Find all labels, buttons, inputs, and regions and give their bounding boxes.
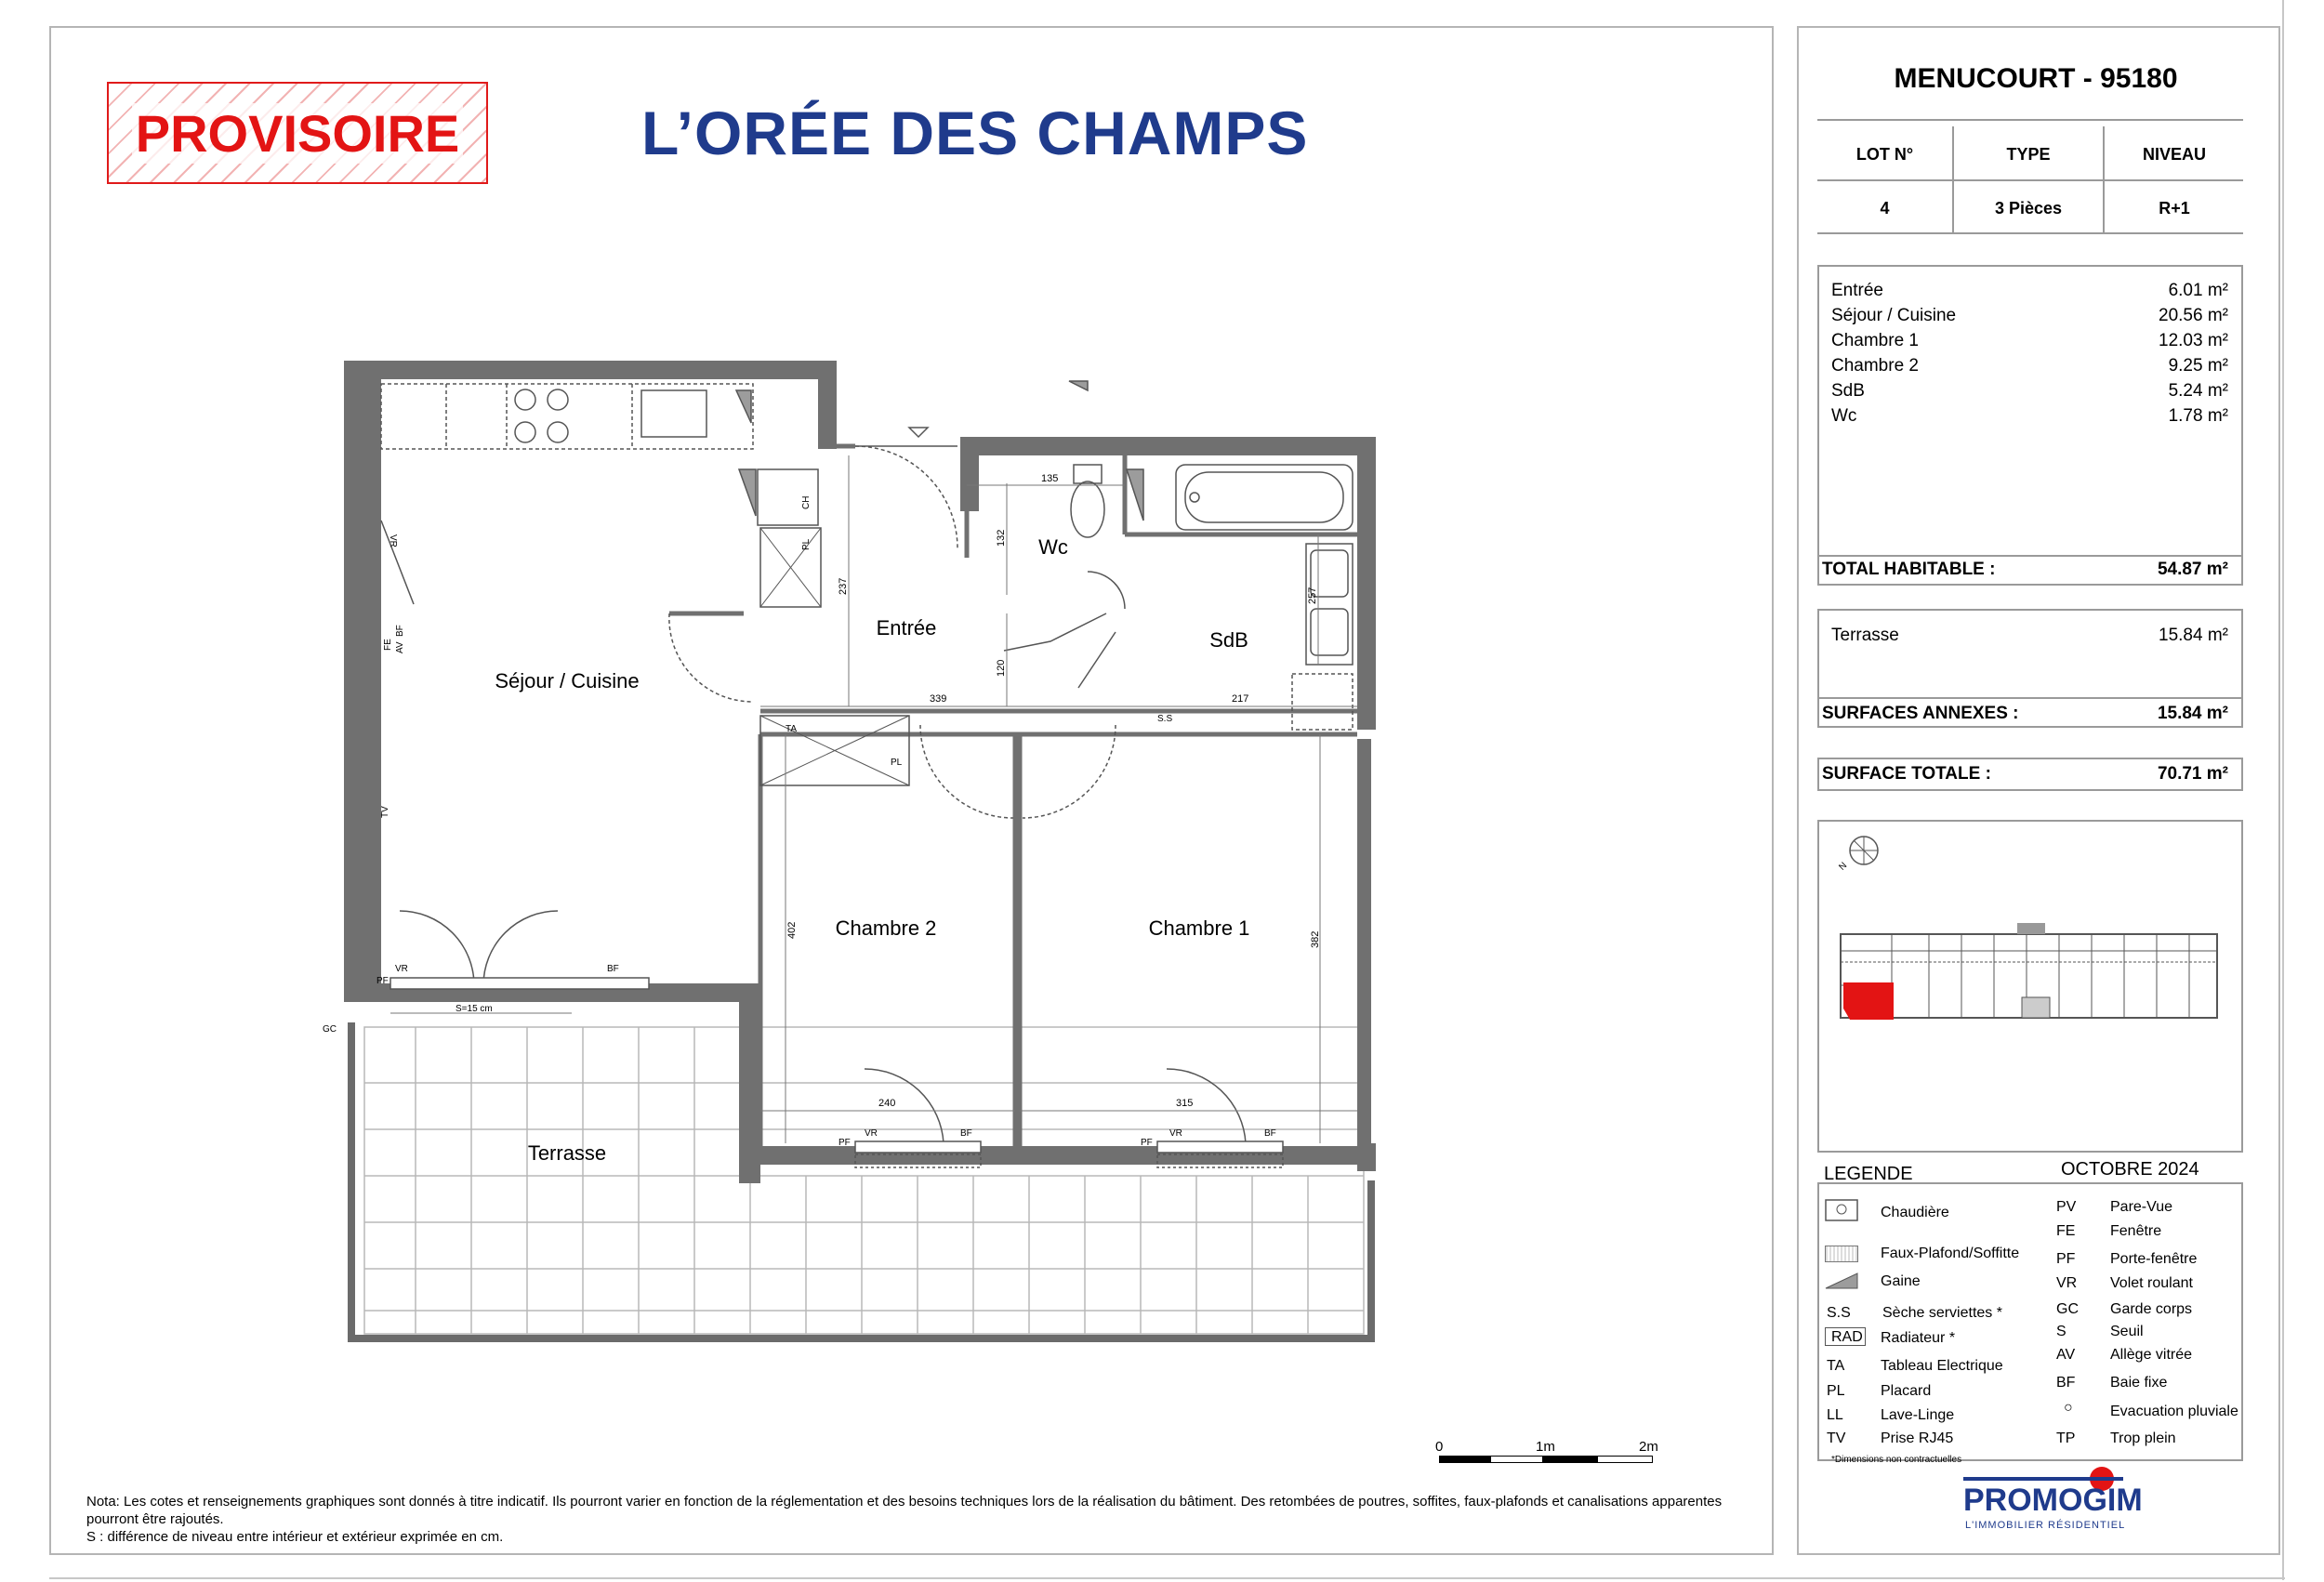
legend-baie-fixe: Baie fixe bbox=[2110, 1375, 2168, 1391]
surface-label-wc: Wc bbox=[1831, 406, 1857, 426]
legend-code-ss: S.S bbox=[1827, 1305, 1851, 1321]
dim-315: 315 bbox=[1176, 1098, 1194, 1109]
legend-title: LEGENDE bbox=[1824, 1164, 1913, 1184]
walls bbox=[344, 361, 1376, 1183]
legend-porte-fenetre: Porte-fenêtre bbox=[2110, 1251, 2198, 1267]
scale-label-0: 0 bbox=[1435, 1439, 1444, 1455]
header-type: TYPE bbox=[2006, 145, 2051, 164]
legend-gaine: Gaine bbox=[1881, 1273, 1921, 1289]
table-separator bbox=[1817, 179, 2243, 181]
project-title: L’ORÉE DES CHAMPS bbox=[641, 99, 1309, 167]
nota-text: Nota: Les cotes et renseignements graphiques sont donnés à titre indicatif. Ils pourront varier en fonction de la réglementation et des besoins techniques lors de la réalisation du bâtiment. Des retombées de poutres, soffites, faux-plafonds et canalisations apparentes pourront être rajoutés. S : différence de niveau entre intérieur et extérieur exprimée en cm. bbox=[86, 1494, 1723, 1545]
surface-value-chambre2: 9.25 m² bbox=[2168, 356, 2228, 376]
table-bottom bbox=[1817, 232, 2243, 234]
surface-value-entree: 6.01 m² bbox=[2168, 281, 2228, 300]
mark-bf-ch2: BF bbox=[960, 1128, 972, 1139]
legend-code-pv: PV bbox=[2056, 1199, 2077, 1215]
legend-fenetre: Fenêtre bbox=[2110, 1223, 2162, 1239]
room-label-chambre2: Chambre 2 bbox=[835, 916, 937, 940]
legend-seche-serviettes: Sèche serviettes * bbox=[1882, 1305, 2002, 1321]
mark-pl-ch2: PL bbox=[891, 758, 903, 768]
evacuation-pluviale-icon: ○ bbox=[2064, 1400, 2073, 1416]
mark-vr-ch2: VR bbox=[865, 1128, 878, 1139]
legend-evacuation-pluviale: Evacuation pluviale bbox=[2110, 1404, 2238, 1419]
dim-257: 257 bbox=[1307, 587, 1318, 604]
dim-132: 132 bbox=[996, 529, 1007, 547]
hob bbox=[515, 389, 706, 442]
dim-402: 402 bbox=[786, 921, 798, 939]
compass-icon bbox=[1836, 832, 1882, 874]
stamp-text: PROVISOIRE bbox=[132, 103, 464, 164]
logo-name: PROMOGIM bbox=[1963, 1483, 2143, 1518]
legend-date: OCTOBRE 2024 bbox=[2061, 1159, 2199, 1180]
legend-code-gc: GC bbox=[2056, 1301, 2079, 1317]
room-label-terrasse: Terrasse bbox=[527, 1141, 607, 1165]
dim-135: 135 bbox=[1041, 473, 1059, 484]
mark-bf-fe: BF bbox=[395, 625, 405, 637]
annexes-separator bbox=[1817, 697, 2243, 699]
surface-value-sejour: 20.56 m² bbox=[2159, 306, 2228, 325]
surfaces-annexes-label: SURFACES ANNEXES : bbox=[1822, 704, 2019, 723]
mark-pf-ch2: PF bbox=[838, 1138, 851, 1148]
mark-pl: PL bbox=[801, 538, 812, 550]
legend-trop-plein: Trop plein bbox=[2110, 1430, 2176, 1446]
legend-allege-vitree: Allège vitrée bbox=[2110, 1347, 2193, 1363]
total-habitable-label: TOTAL HABITABLE : bbox=[1822, 560, 1996, 579]
wc-fixture bbox=[1071, 465, 1125, 609]
vanity bbox=[1292, 544, 1353, 730]
dim-382: 382 bbox=[1310, 930, 1321, 948]
surfaces-annexes-value: 15.84 m² bbox=[2157, 704, 2228, 723]
surface-label-chambre1: Chambre 1 bbox=[1831, 331, 1919, 350]
mark-gc: GC bbox=[323, 1024, 337, 1035]
header-niveau: NIVEAU bbox=[2142, 145, 2206, 164]
mark-av: AV bbox=[395, 641, 405, 653]
promogim-logo bbox=[1961, 1464, 2143, 1538]
gaine-icon bbox=[1825, 1272, 1858, 1289]
chaudiere-icon bbox=[1825, 1199, 1858, 1221]
surface-totale-label: SURFACE TOTALE : bbox=[1822, 764, 1991, 784]
legend-prise-rj45: Prise RJ45 bbox=[1881, 1430, 1954, 1446]
kitchen-counter bbox=[381, 384, 753, 449]
building-key-plan bbox=[1836, 916, 2226, 1036]
legend-tableau: Tableau Electrique bbox=[1881, 1358, 2003, 1374]
legend-radiateur: Radiateur * bbox=[1881, 1330, 1956, 1346]
legend-code-pf: PF bbox=[2056, 1251, 2076, 1267]
dim-240: 240 bbox=[878, 1098, 896, 1109]
value-lot: 4 bbox=[1880, 199, 1890, 218]
lot-highlight bbox=[1843, 982, 1894, 1020]
room-label-sdb: SdB bbox=[1209, 628, 1248, 652]
legend-code-bf: BF bbox=[2056, 1375, 2076, 1391]
header-lot: LOT N° bbox=[1855, 145, 1914, 164]
legend-code-rad: RAD bbox=[1831, 1329, 1863, 1345]
value-niveau: R+1 bbox=[2159, 199, 2190, 218]
legend-seuil: Seuil bbox=[2110, 1324, 2144, 1339]
total-habitable-separator bbox=[1817, 555, 2243, 557]
terrace-grid bbox=[364, 1027, 1364, 1334]
mark-fe: FE bbox=[383, 639, 393, 651]
scale-label-2m: 2m bbox=[1639, 1439, 1658, 1455]
logo-tagline: L'IMMOBILIER RÉSIDENTIEL bbox=[1965, 1520, 2126, 1531]
legend-volet-roulant: Volet roulant bbox=[2110, 1275, 2193, 1291]
compass-letter: N bbox=[1837, 860, 1850, 873]
faux-plafond-icon bbox=[1825, 1246, 1858, 1262]
dimension-lines bbox=[390, 455, 1357, 1143]
mark-vr-ch1: VR bbox=[1169, 1128, 1182, 1139]
legend-code-fe: FE bbox=[2056, 1223, 2076, 1239]
legend-code-av: AV bbox=[2056, 1347, 2076, 1363]
table-vline-2 bbox=[2103, 126, 2105, 232]
sheet-border-bottom bbox=[49, 1577, 2285, 1579]
mark-seuil: S=15 cm bbox=[456, 1004, 493, 1014]
legend-faux-plafond: Faux-Plafond/Soffitte bbox=[1881, 1246, 2020, 1261]
mark-ss: S.S bbox=[1157, 714, 1173, 724]
room-label-chambre1: Chambre 1 bbox=[1148, 916, 1250, 940]
mark-tv: TV bbox=[380, 806, 390, 818]
legend-pare-vue: Pare-Vue bbox=[2110, 1199, 2172, 1215]
mark-ta: TA bbox=[786, 724, 798, 734]
surface-label-chambre2: Chambre 2 bbox=[1831, 356, 1919, 376]
legend-code-ll: LL bbox=[1827, 1407, 1843, 1423]
surface-value-wc: 1.78 m² bbox=[2168, 406, 2228, 426]
value-type: 3 Pièces bbox=[1994, 199, 2063, 218]
logo-bar bbox=[1963, 1477, 2123, 1481]
city-title: MENUCOURT - 95180 bbox=[1894, 63, 2178, 94]
mark-vr-sejour: VR bbox=[395, 964, 408, 974]
surface-value-sdb: 5.24 m² bbox=[2168, 381, 2228, 401]
sheet-border-right bbox=[2282, 0, 2284, 1580]
key-plan-stair bbox=[2017, 923, 2045, 934]
legend-code-tv: TV bbox=[1827, 1430, 1846, 1446]
dim-339: 339 bbox=[930, 693, 947, 705]
bathtub bbox=[1176, 465, 1353, 530]
mark-pf-sejour: PF bbox=[376, 976, 389, 986]
room-label-entree: Entrée bbox=[876, 616, 937, 639]
dim-237: 237 bbox=[838, 577, 849, 595]
mark-vr-fe: VR bbox=[388, 534, 398, 547]
legend-lave-linge: Lave-Linge bbox=[1881, 1407, 1955, 1423]
room-label-wc: Wc bbox=[1038, 535, 1068, 559]
surface-totale-value: 70.71 m² bbox=[2157, 764, 2228, 784]
legend-code-s: S bbox=[2056, 1324, 2067, 1339]
legend-code-tp: TP bbox=[2056, 1430, 2076, 1446]
dim-217: 217 bbox=[1232, 693, 1249, 705]
city-separator bbox=[1817, 119, 2243, 121]
legend-code-vr: VR bbox=[2056, 1275, 2078, 1291]
legend-chaudiere: Chaudière bbox=[1881, 1205, 1949, 1220]
mark-bf-sejour: BF bbox=[607, 964, 619, 974]
annexe-label-terrasse: Terrasse bbox=[1831, 626, 1899, 645]
surface-value-chambre1: 12.03 m² bbox=[2159, 331, 2228, 350]
surface-label-entree: Entrée bbox=[1831, 281, 1883, 300]
dimensions-note: *Dimensions non contractuelles bbox=[1831, 1455, 1962, 1465]
surface-label-sdb: SdB bbox=[1831, 381, 1865, 401]
legend-code-ta: TA bbox=[1827, 1358, 1845, 1374]
mark-ch: CH bbox=[801, 495, 812, 509]
legend-placard: Placard bbox=[1881, 1383, 1932, 1399]
mark-pf-ch1: PF bbox=[1141, 1138, 1153, 1148]
scale-label-1m: 1m bbox=[1536, 1439, 1555, 1455]
legend-code-pl: PL bbox=[1827, 1383, 1845, 1399]
mark-bf-ch1: BF bbox=[1264, 1128, 1276, 1139]
room-label-sejour: Séjour / Cuisine bbox=[495, 669, 640, 692]
annexe-value-terrasse: 15.84 m² bbox=[2159, 626, 2228, 645]
dim-120: 120 bbox=[996, 659, 1007, 677]
legend-garde-corps: Garde corps bbox=[2110, 1301, 2193, 1317]
scale-bar bbox=[1439, 1456, 1653, 1463]
table-vline-1 bbox=[1952, 126, 1954, 232]
total-habitable-value: 54.87 m² bbox=[2157, 560, 2228, 579]
surface-label-sejour: Séjour / Cuisine bbox=[1831, 306, 1957, 325]
interior-walls bbox=[669, 446, 1357, 1148]
